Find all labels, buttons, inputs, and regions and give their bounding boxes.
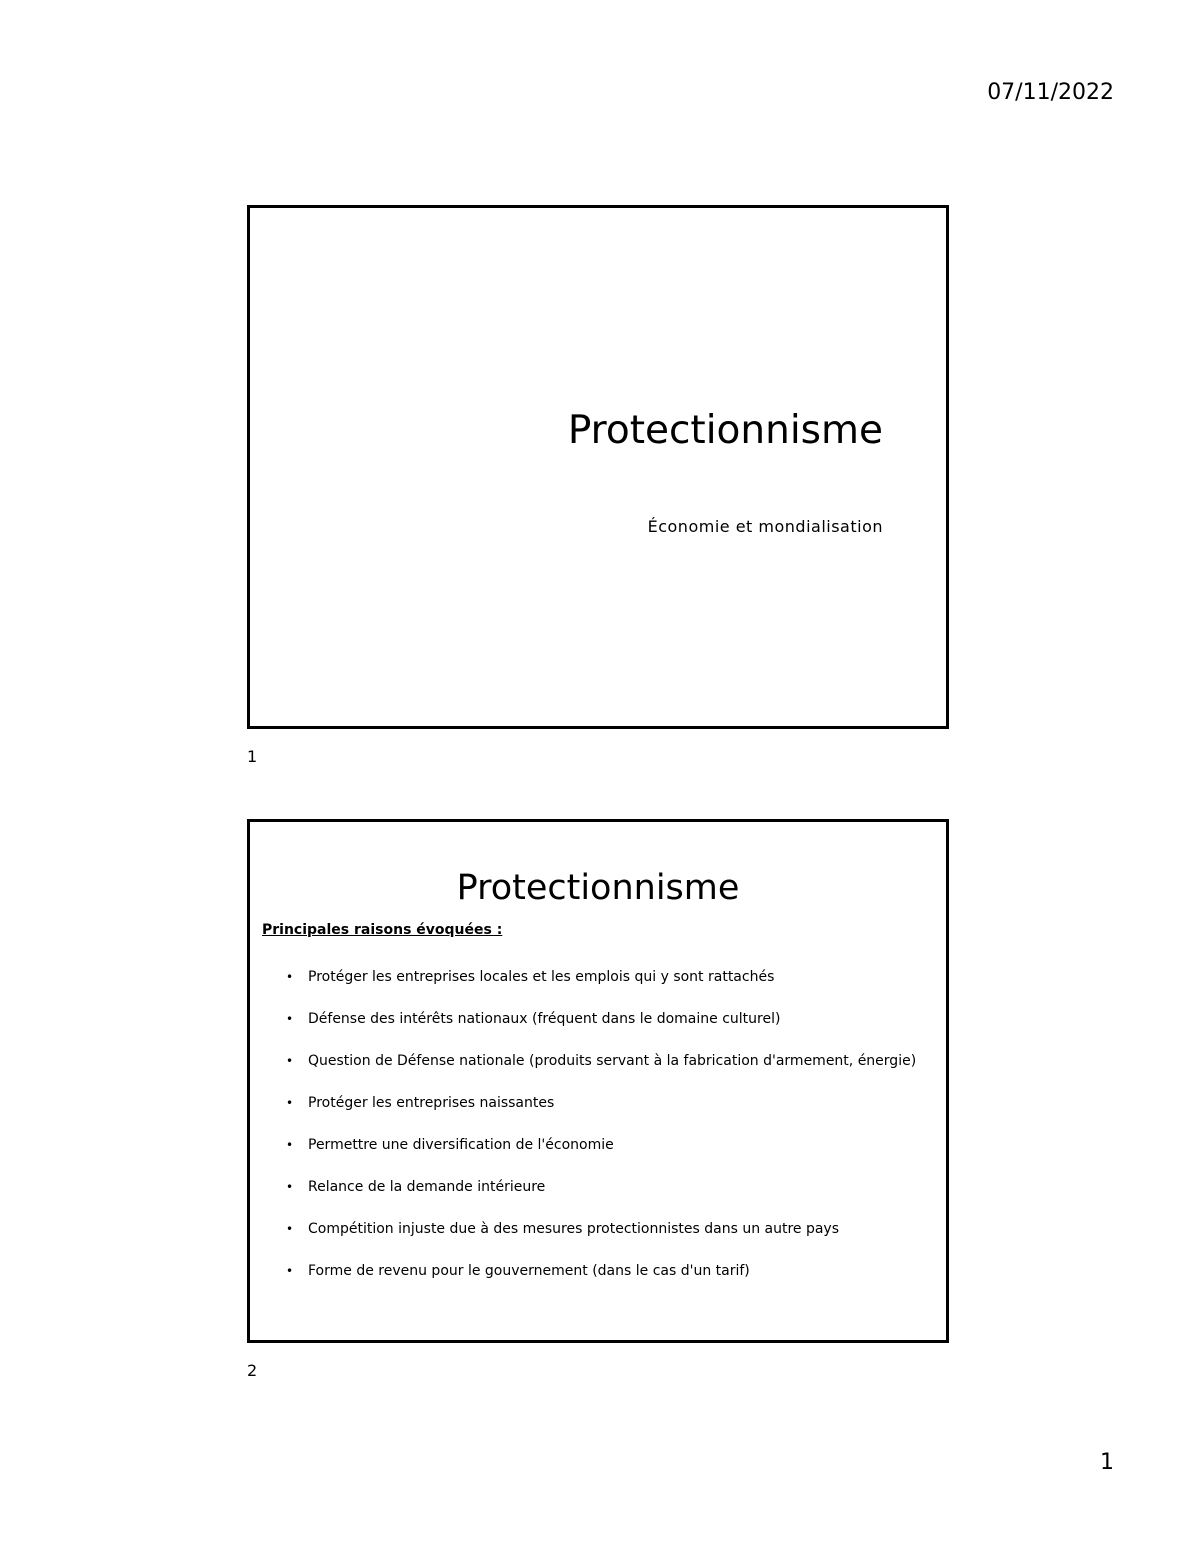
slide-1-title: Protectionnisme [567, 408, 883, 453]
bullet-icon: • [286, 1012, 294, 1026]
slide-2-number: 2 [247, 1361, 258, 1380]
slide-2-title: Protectionnisme [456, 868, 740, 908]
bullet-icon: • [286, 1222, 294, 1236]
list-item-text: Relance de la demande intérieure [308, 1179, 546, 1195]
list-item [286, 1010, 916, 1052]
list-item-text: Question de Défense nationale (produits servant à la fabrication d'armement, énergie) [308, 1053, 917, 1069]
list-item [286, 1178, 916, 1220]
bullet-icon: • [286, 970, 294, 984]
list-item-text: Protéger les entreprises locales et les emplois qui y sont rattachés [308, 969, 775, 985]
list-item [286, 1094, 916, 1136]
list-item-text: Protéger les entreprises naissantes [308, 1095, 555, 1111]
list-item [286, 1052, 916, 1094]
bullet-icon: • [286, 1054, 294, 1068]
slide-2-heading: Principales raisons évoquées : [262, 922, 503, 938]
list-item [286, 1262, 916, 1304]
slide-1-subtitle: Économie et mondialisation [647, 517, 883, 536]
bullet-icon: • [286, 1264, 294, 1278]
page-date: 07/11/2022 [987, 80, 1114, 105]
list-item-text: Permettre une diversification de l'économie [308, 1137, 614, 1153]
slide-1 [247, 205, 949, 729]
slide-2 [247, 819, 949, 1343]
list-item-text: Défense des intérêts nationaux (fréquent dans le domaine culturel) [308, 1011, 781, 1027]
bullet-icon: • [286, 1138, 294, 1152]
bullet-icon: • [286, 1180, 294, 1194]
slide-1-number: 1 [247, 747, 258, 766]
list-item-text: Forme de revenu pour le gouvernement (dans le cas d'un tarif) [308, 1263, 750, 1279]
list-item [286, 1220, 916, 1262]
reasons-list [286, 968, 916, 1304]
list-item [286, 1136, 916, 1178]
list-item [286, 968, 916, 1010]
page-number: 1 [1100, 1450, 1114, 1475]
bullet-icon: • [286, 1096, 294, 1110]
list-item-text: Compétition injuste due à des mesures protectionnistes dans un autre pays [308, 1221, 840, 1237]
